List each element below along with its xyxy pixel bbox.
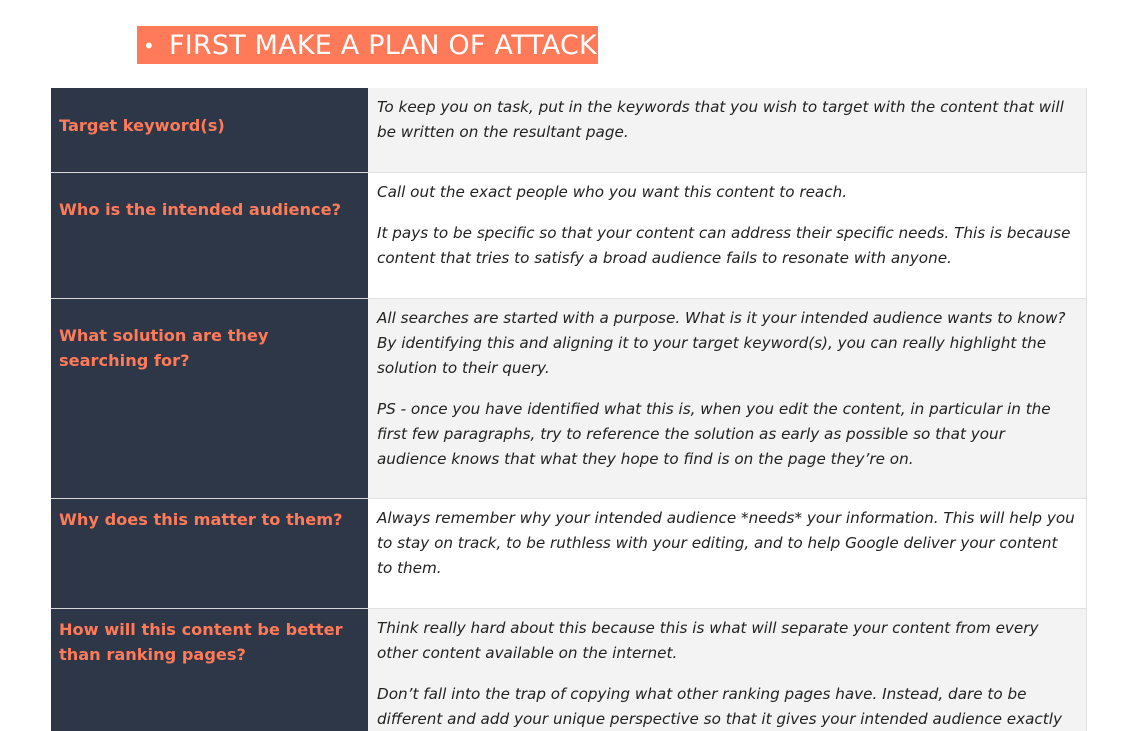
section-heading: [137, 26, 598, 64]
description-paragraph: Always remember why your intended audience *needs* your information. This will help you to stay on track, to be ruthless with your editing, and to help Google deliver your content to them.: [377, 508, 1075, 577]
description-paragraph: Don’t fall into the trap of copying what other ranking pages have. Instead, dare to be different and add your unique perspective so that it gives your intended audience exactly: [377, 684, 1062, 728]
description-paragraph: Think really hard about this because this is what will separate your content from every other content available on the internet.: [377, 618, 1039, 662]
row-description: [368, 298, 1086, 498]
row-description: [368, 172, 1086, 298]
table-row: [51, 172, 1086, 298]
row-label: Who is the intended audience?: [51, 172, 368, 298]
row-label: How will this content be better than ranking pages?: [51, 608, 368, 731]
description-paragraph: Call out the exact people who you want this content to reach.: [377, 182, 848, 201]
description-paragraph: PS - once you have identified what this is, when you edit the content, in particular in the first few paragraphs, try to reference the solution as early as possible so that your audience knows that what they hope to find is on the page they’re on.: [377, 399, 1051, 468]
row-description: [368, 498, 1086, 608]
row-label: What solution are they searching for?: [51, 298, 368, 498]
table-row: [51, 298, 1086, 498]
description-paragraph: It pays to be specific so that your content can address their specific needs. This is because content that tries to satisfy a broad audience fails to resonate with anyone.: [377, 223, 1071, 267]
description-paragraph: To keep you on task, put in the keywords that you wish to target with the content that will be written on the resultant page.: [377, 98, 1064, 141]
table-row: [51, 608, 1086, 731]
table-row: [51, 498, 1086, 608]
table-row: [51, 88, 1086, 172]
row-label: Target keyword(s): [51, 88, 368, 172]
row-description: [368, 88, 1086, 172]
section-heading-text: FIRST MAKE A PLAN OF ATTACK: [169, 29, 597, 61]
description-paragraph: All searches are started with a purpose. What is it your intended audience wants to know? By identifying this and aligning it to your target keyword(s), you can really highlight the solution to their query.: [377, 308, 1066, 377]
plan-table: [51, 88, 1087, 731]
row-description: [368, 608, 1086, 731]
bullet-icon: •: [143, 34, 155, 58]
row-label: Why does this matter to them?: [51, 498, 368, 608]
